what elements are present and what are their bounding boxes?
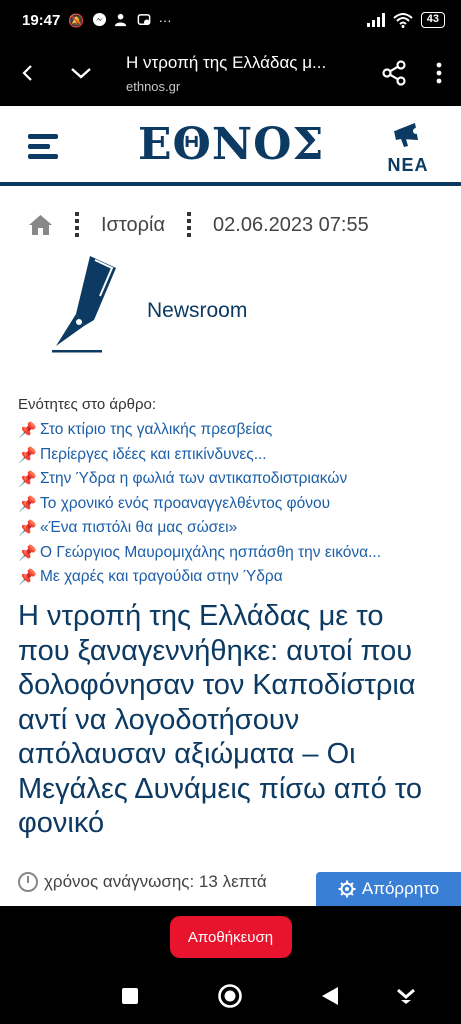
cloud-icon [136, 12, 152, 29]
contacts-icon [114, 12, 129, 29]
article-datetime: 02.06.2023 07:55 [213, 213, 369, 236]
breadcrumb [28, 210, 369, 240]
chevron-left-icon [20, 64, 36, 82]
section-link[interactable] [18, 541, 448, 566]
battery-indicator: 43 [421, 12, 445, 28]
triangle-back-icon [321, 986, 339, 1006]
recents-button[interactable] [116, 982, 144, 1010]
fountain-pen-icon [50, 254, 120, 354]
vertical-dots-icon [436, 62, 442, 84]
article-headline: Η ντροπή της Ελλάδας με το που ξαναγεννήθηκε: αυτοί που δολοφόνησαν τον Καποδίστρια αντί να λογοδοτήσουν απόλαυσαν αξιώματα – Οι Μεγάλες Δυνάμεις πίσω από το φονικό [18, 600, 423, 839]
page-url: ethnos.gr [126, 78, 181, 94]
home-button[interactable] [216, 982, 244, 1010]
section-link-label: Περίεργες ιδέες και επικίνδυνες... [40, 445, 267, 463]
browser-toolbar [0, 40, 461, 106]
chevron-down-icon [70, 66, 92, 80]
section-link-label: «Ένα πιστόλι θα μας σώσει» [40, 519, 238, 537]
breadcrumb-separator [75, 212, 79, 238]
sections-heading: Ενότητες στο άρθρο: [18, 396, 156, 413]
section-link-label: Στο κτίριο της γαλλικής πρεσβείας [40, 421, 273, 439]
megaphone-icon [391, 120, 425, 150]
home-icon[interactable] [28, 214, 53, 236]
status-time: 19:47 [22, 11, 61, 29]
pushpin-icon: 📌 [18, 569, 37, 587]
gear-icon [338, 880, 356, 898]
section-link-label: Στην Ύδρα η φωλιά των αντικαποδιστριακών [40, 470, 348, 488]
site-logo[interactable]: ΕΘΝΟΣ [138, 119, 325, 170]
nea-label: ΝΕΑ [387, 155, 429, 175]
signal-icon [367, 13, 385, 27]
browser-title-area[interactable] [106, 53, 371, 94]
section-link-label: Με χαρές και τραγούδια στην Ύδρα [40, 568, 283, 586]
article-sections [18, 396, 448, 590]
site-header [0, 106, 461, 186]
overflow-menu-button[interactable] [417, 40, 461, 106]
wifi-icon [393, 12, 413, 28]
square-icon [121, 987, 139, 1005]
minimize-button[interactable] [56, 40, 106, 106]
section-link[interactable] [18, 492, 448, 517]
pushpin-icon: 📌 [18, 422, 37, 440]
hamburger-menu-icon[interactable] [28, 134, 58, 160]
chevron-down-icon [395, 985, 417, 1007]
section-link[interactable] [18, 565, 448, 590]
messenger-icon [92, 12, 107, 29]
share-button[interactable] [371, 40, 417, 106]
circle-icon [217, 983, 243, 1009]
page-title: Η ντροπή της Ελλάδας μ... [126, 52, 327, 72]
save-button[interactable]: Αποθήκευση [170, 916, 292, 958]
reading-time [18, 872, 267, 892]
section-link[interactable] [18, 516, 448, 541]
mute-icon: 🔕 [68, 12, 85, 28]
pushpin-icon: 📌 [18, 471, 37, 489]
share-icon [380, 59, 408, 87]
back-button[interactable] [0, 40, 56, 106]
section-link[interactable] [18, 443, 448, 468]
section-link-label: Το χρονικό ενός προαναγγελθέντος φόνου [40, 494, 331, 512]
author-block[interactable] [50, 254, 370, 354]
nea-button[interactable] [384, 120, 432, 176]
section-link-label: Ο Γεώργιος Μαυρομιχάλης ησπάσθη την εικόνα... [40, 543, 382, 561]
web-page [0, 106, 461, 906]
section-link[interactable] [18, 418, 448, 443]
author-name[interactable]: Newsroom [147, 299, 248, 322]
section-link[interactable] [18, 467, 448, 492]
privacy-button[interactable] [316, 872, 461, 906]
breadcrumb-category[interactable]: Ιστορία [101, 213, 166, 236]
status-bar [0, 0, 461, 40]
more-icon: ··· [158, 12, 172, 28]
pushpin-icon: 📌 [18, 495, 37, 513]
assistant-button[interactable] [392, 982, 420, 1010]
save-bar [0, 906, 461, 968]
clock-icon [18, 872, 38, 892]
pushpin-icon: 📌 [18, 520, 37, 538]
breadcrumb-separator [187, 212, 191, 238]
privacy-label: Απόρρητο [361, 879, 440, 898]
navigation-bar [0, 968, 461, 1024]
back-nav-button[interactable] [316, 982, 344, 1010]
pushpin-icon: 📌 [18, 544, 37, 562]
reading-time-text: χρόνος ανάγνωσης: 13 λεπτά [44, 872, 267, 891]
pushpin-icon: 📌 [18, 446, 37, 464]
